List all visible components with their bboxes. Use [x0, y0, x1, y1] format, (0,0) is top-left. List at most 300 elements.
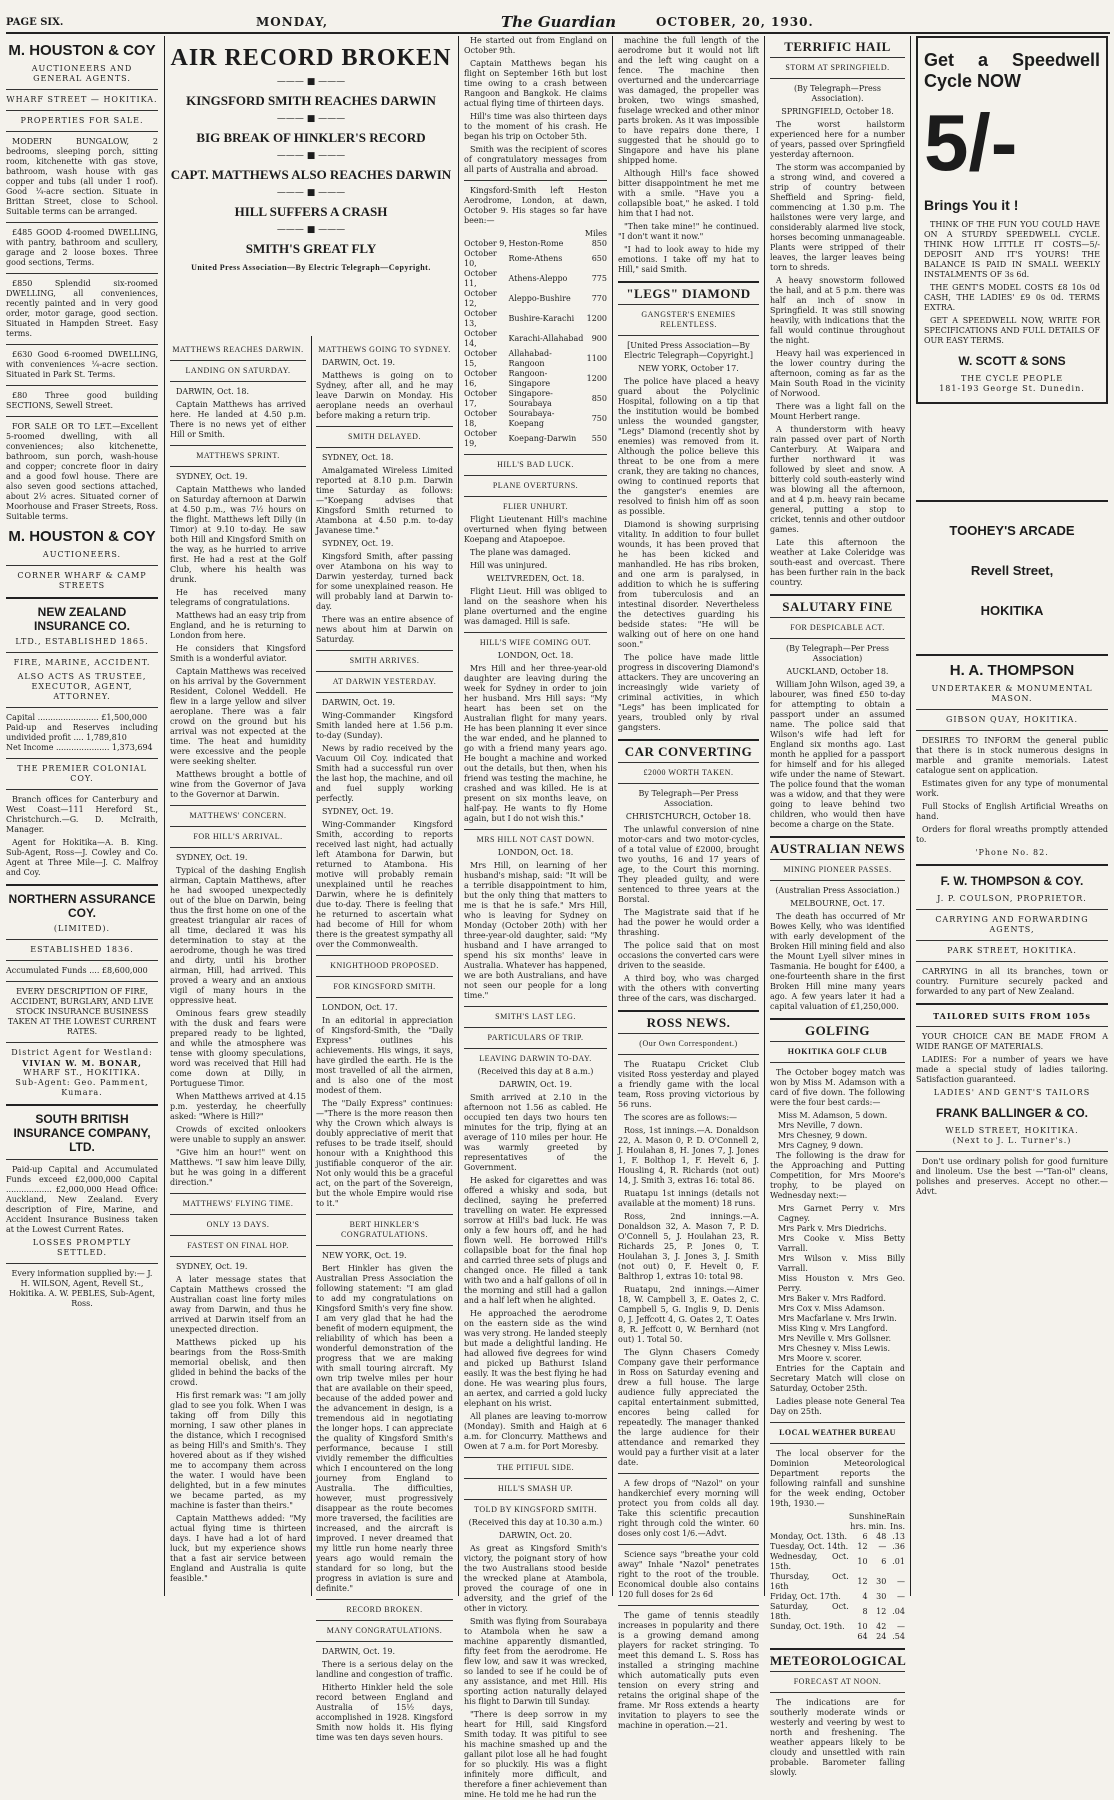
- nz-insurance-lines: FIRE, MARINE, ACCIDENT.: [13, 658, 151, 667]
- toohey-town: HOKITIKA: [980, 603, 1044, 618]
- subhead: LOCAL WEATHER BUREAU: [779, 1428, 896, 1437]
- houston-ad-title: M. HOUSTON & COY: [8, 528, 156, 545]
- stage-date: October 12,: [464, 289, 497, 308]
- article-paragraph: Matthews had an easy trip from England, and he is returning to London from here.: [170, 611, 306, 640]
- thompson-name: H. A. THOMPSON: [949, 662, 1075, 679]
- flight-stages-table: [464, 239, 607, 449]
- article-paragraph: Smith was flying from Sourabaya to Atambola when he saw a machine apparently dismantled, fifty feet from the aerodrome. He flew low, and saw it was wrecked, so landed to see if he could be of any assistance, and met Hill. His sporting action naturally delayed his flight to Darwin till Sunday.: [464, 1617, 607, 1706]
- article-paragraph: Late this afternoon the weather at Lake Coleridge was south-east and overcast. There has been further rain in the back country.: [770, 538, 905, 587]
- golf-draw-item: Mrs Cox v. Miss Adamson.: [778, 1304, 885, 1313]
- article-paragraph: Matthews is going on to Sydney, after all, and he may leave Darwin on Monday. His aeroplane needs an overhaul before making a return trip.: [316, 371, 453, 420]
- weather-hours: 6: [862, 1532, 868, 1541]
- article-headline: SALUTARY FINE: [782, 599, 893, 614]
- article-paragraph: Captain Matthews began his flight on September 16th but lost time owing to a crash between Rangoon and Bangkok. He claims actual flying time of thirteen days.: [464, 59, 607, 108]
- stage-route: Bushire-Karachi: [508, 314, 575, 323]
- article-headline: AUSTRALIAN NEWS: [770, 841, 905, 856]
- ballinger-address: WELD STREET, HOKITIKA.: [945, 1126, 1079, 1135]
- weather-minutes: 30: [876, 1592, 887, 1601]
- flight-stage-row: [464, 249, 607, 269]
- article-paragraph: There was a light fall on the Mount Herbert range.: [770, 402, 905, 421]
- article-paragraph: Kingsford Smith, after passing over Atambona on his way to Darwin yesterday, turned back for some unexplained reason. He will probably land at Darwin to-day.: [316, 552, 453, 611]
- credit-line: By Telegraph—Per Press Association.: [638, 789, 739, 808]
- article-paragraph: He approached the aerodrome on the eastern side as the wind was very strong. He landed steeply but made a delightful landing. He had allowed five degrees for wind and picked up Bathurst Island easily. It was the best flying he had done. He was wearing plus fours, an aertex, and carried a gold lucky elephant on his wrist.: [464, 1309, 607, 1408]
- headline-divider: ——— ■ ———: [276, 225, 346, 235]
- masthead: [6, 12, 1110, 34]
- article-paragraph: Captain Matthews who landed on Saturday afternoon at Darwin at 4.50 p.m., was 7½ hours on the flight. Matthews left Dilly (in Timor) at 9.10 to-day. He saw both Hill and Kingsford Smith on the way, as he hurried to arrive first. He had a rest at the Golf Club, where his health was drunk.: [170, 485, 306, 584]
- weather-hours: 4: [862, 1592, 868, 1601]
- tailored-heading: TAILORED SUITS FROM 105s: [933, 1011, 1091, 1021]
- weather-row: [770, 1592, 905, 1602]
- houston-ad-address: CORNER WHARF & CAMP STREETS: [17, 571, 147, 590]
- subhead: PLANE OVERTURNS.: [492, 481, 579, 490]
- subhead: MINING PIONEER PASSES.: [783, 865, 892, 874]
- tailored-copy: YOUR CHOICE CAN BE MADE FROM A WIDE RANGE OF MATERIALS.: [916, 1032, 1108, 1051]
- lead-credit: United Press Association—By Electric Telegraph—Copyright.: [191, 263, 431, 272]
- subhead: MANY CONGRATULATIONS.: [326, 1626, 443, 1635]
- article-paragraph: Mrs Hill and her three-year-old daughter are leaving during the week for Sydney in order to join her husband. Mrs Hill says: "My heart has been set on the Australian flight for many years. He has been planning it ever since the war ended, and he planned to go with a friend many years ago. He bought a machine and worked out the details, but then, when his friend was testing the machine, he crashed and was killed. He is at present on six months leave, on half-pay. He wants to fly Home again, but I do not wish this.": [464, 664, 607, 823]
- article-paragraph: Matthews brought a bottle of wine from the Governor of Java to the Governor at Darwin.: [170, 770, 306, 799]
- dateline: DARWIN, Oct. 18.: [176, 387, 250, 396]
- article-paragraph: Heavy hail was experienced in the lower country during the afternoon, coming as far as the Main South Road in the vicinity of Norwood.: [770, 349, 905, 398]
- golf-draw-item: Mrs Park v. Mrs Diedrichs.: [778, 1224, 887, 1233]
- article-paragraph: Diamond is showing surprising vitality. In addition to four bullet wounds, it has been proved that he has been kicked and manhandled. He has ribs broken, and one arm is paralysed, in addition to which he is suffering from tuberculosis and an intestinal disorder. Nevertheless the detectives guarding his bedside states: "He will be walking out of here on one hand soon.": [618, 520, 759, 649]
- article-matthews: [170, 340, 306, 1596]
- article-paragraph: He considers that Kingsford Smith is a wonderful aviator.: [170, 644, 306, 663]
- subhead: FASTEST ON FINAL HOP.: [187, 1241, 289, 1250]
- northern-assurance-address: WHARF ST., HOKITIKA.: [23, 1068, 141, 1077]
- article-paragraph: Matthews picked up his bearings from the Ross-Smith memorial obelisk, and then glided in behind the backs of the crowd.: [170, 1338, 306, 1387]
- credit-line: [United Press Association—By Electric Telegraph—Copyright.]: [623, 341, 754, 360]
- article-paragraph: The indications are for southerly moderate winds or westerly and veering by west to north and freshening. The weather appears likely to be cloudy and unsettled with rain probable. Barometer falling slowly.: [770, 1698, 905, 1777]
- south-british-agents: Every information supplied by:— J. H. WILSON, Agent, Revell St., Hokitika. A. W. PEBLES, Sub-Agent, Ross.: [9, 1269, 155, 1308]
- thompson-copy: Orders for floral wreaths promptly attended to.: [916, 825, 1108, 844]
- article-paragraph: machine the full length of the aerodrome but it would not lift and the left wing caught on a fence. The machine then overturned and the undercarriage was damaged, the propeller was broken, two wings smashed, fuselage wrecked and other minor parts broken. As it was impossible to have repairs done there, I suggested that he should go to Singapore and have his plane shipped home.: [618, 36, 759, 165]
- stage-date: October 14,: [464, 329, 497, 348]
- nz-insurance-capital: Capital ........................ £1,500,000: [6, 713, 148, 722]
- dateline: SYDNEY, Oct. 19.: [322, 807, 394, 816]
- article-paragraph: The October bogey match was won by Miss M. Adamson with a card of five down. The following were the four best cards:—: [770, 1068, 905, 1107]
- subhead: AT DARWIN YESTERDAY.: [332, 677, 437, 686]
- lead-subheadline: CAPT. MATTHEWS ALSO REACHES DARWIN: [170, 167, 452, 182]
- golf-result-item: Mrs Chesney, 9 down.: [778, 1131, 868, 1140]
- property-listing: £630 Good 6-roomed DWELLING, with conveniences ¼-acre section. Situated in Park St. Terms.: [6, 350, 158, 379]
- dateline: CHRISTCHURCH, October 18.: [625, 812, 752, 821]
- lead-subheadline: SMITH'S GREAT FLY: [245, 241, 377, 256]
- stage-date: October 13,: [464, 309, 497, 328]
- speedwell-price: 5/-: [924, 98, 1018, 187]
- article-paragraph: He started out from England on October 9th.: [464, 36, 607, 55]
- subhead: LANDING ON SATURDAY.: [185, 366, 291, 375]
- article-paragraph: "There is deep sorrow in my heart for Hill, said Kingsford Smith today. It was pitiful to see his machine smashed up and the gallant pilot lose all he had fought for so pluckily. His was a flight infinitely more difficult, and therefore a finer achievement than mine. He told me he had run the: [464, 1710, 607, 1799]
- houston-ad-subtitle: AUCTIONEERS AND GENERAL AGENTS.: [31, 64, 133, 83]
- stage-miles: 770: [591, 294, 607, 303]
- column-advertisements-right: [916, 36, 1108, 1596]
- properties-heading: PROPERTIES FOR SALE.: [20, 116, 144, 125]
- subhead: STORM AT SPRINGFIELD.: [785, 63, 890, 72]
- subhead: MATTHEWS GOING TO SYDNEY.: [318, 345, 451, 354]
- subhead: HILL'S SMASH UP.: [497, 1484, 573, 1493]
- golf-draw-item: Mrs Moore v. scorer.: [778, 1354, 862, 1363]
- dateline: SYDNEY, Oct. 19.: [176, 1262, 248, 1271]
- flight-stage-row: [464, 239, 607, 249]
- article-paragraph: The storm was accompanied by a strong wind, and covered a strip of country between Sheffield and Spring- field, commencing at 1.30 p.m. The hailstones were very large, and considerably alarmed live stock, horses becoming unmanageable. Plants were stripped of their leaves, the larger leaves being torn to shreds.: [770, 163, 905, 272]
- stage-miles: 650: [591, 254, 607, 263]
- stages-header: Miles: [584, 229, 607, 238]
- headline-divider: ——— ■ ———: [276, 188, 346, 198]
- scott-address: 181-193 George St. Dunedin.: [939, 384, 1085, 393]
- stage-date: October 16,: [464, 369, 497, 388]
- stage-miles: 850: [591, 394, 607, 403]
- article-paragraph: Ladies please note General Tea Day on 25th.: [770, 1397, 905, 1416]
- northern-assurance-funds: Accumulated Funds .... £8,600,000: [6, 966, 148, 975]
- toohey-arcade: TOOHEY'S ARCADE: [949, 523, 1075, 538]
- weather-col-units: hrs. min.: [850, 1522, 887, 1531]
- article-paragraph: All planes are leaving to-morrow (Monday). Smith and Haigh at 6 a.m. for Cloncurry. Matthews and Owen at 7 a.m. for Port Moresby.: [464, 1412, 607, 1451]
- article-paragraph: Kingsford-Smith left Heston Aerodrome, London, at dawn, October 9. His stages so far have been:—: [464, 186, 607, 225]
- weather-rain: —: [897, 1577, 905, 1586]
- south-british-details: Paid-up Capital and Accumulated Funds exceed £2,000,000 Capital .................. £2,000,000 Head Office: Auckland, New Zealand. Every description of Fire, Marine, and Accident Insurance Business taken at the Lowest Current Rates.: [6, 1165, 158, 1234]
- masthead-paper-name: The Guardian: [501, 13, 616, 31]
- article-paragraph: Captain Matthews has arrived here. He landed at 4.50 p.m. There is no news yet of either Hill or Smith.: [170, 400, 306, 439]
- column-rule: [164, 36, 165, 1596]
- article-smith: [316, 340, 453, 1742]
- speedwell-brings: Brings You it !: [924, 197, 1019, 213]
- weather-col-rain: Rain: [886, 1512, 905, 1521]
- thompson-sub: UNDERTAKER & MONUMENTAL MASON.: [931, 684, 1093, 703]
- stage-date: October 19,: [464, 429, 497, 448]
- subhead: SMITH'S LAST LEG.: [495, 1012, 576, 1021]
- weather-day: Sunday, Oct. 19th.: [770, 1622, 845, 1631]
- fw-thompson-carrying: CARRYING AND FORWARDING AGENTS,: [935, 915, 1089, 934]
- subhead: FORECAST AT NOON.: [793, 1677, 882, 1686]
- golf-draw-item: Miss King v. Mrs Langford.: [778, 1324, 888, 1333]
- weather-minutes: 6: [881, 1557, 887, 1566]
- weather-col-inches: Ins.: [890, 1522, 905, 1531]
- weather-row: [770, 1552, 905, 1572]
- article-paragraph: Hill's time was also thirteen days to the moment of his crash. He began his trip on October 5th.: [464, 112, 607, 141]
- stage-date: October 15,: [464, 349, 497, 368]
- article-paragraph: In an editorial in appreciation of Kingsford-Smith, the "Daily Express" outlines his achievements. His wings, it says, have girdled the earth. He is the most travelled of all the airmen, and is also one of the most modest of them.: [316, 1016, 453, 1095]
- credit-line: (By Telegraph—Per Press Association): [785, 644, 890, 663]
- flight-stage-row: [464, 369, 607, 389]
- stage-date: October 10,: [464, 249, 497, 268]
- column-rule: [764, 36, 765, 1596]
- subhead: SMITH ARRIVES.: [349, 656, 420, 665]
- northern-assurance-district: District Agent for Westland:: [11, 1048, 153, 1057]
- stage-route: Karachi-Allahabad: [508, 334, 584, 343]
- subhead: MATTHEWS REACHES DARWIN.: [172, 345, 304, 354]
- article-paragraph: The local observer for the Dominion Meteorological Department reports the following rainfall and sunshine for the week ending, October 19th, 1930.—: [770, 1449, 905, 1508]
- weather-total-rain: .54: [892, 1632, 905, 1641]
- fw-thompson-copy: CARRYING in all its branches, town or country. Furniture securely packed and forwarded to any part of New Zealand.: [916, 967, 1108, 996]
- article-paragraph: The police said that on most occasions the converted cars were driven to the seaside.: [618, 941, 759, 970]
- stage-miles: 850: [591, 239, 607, 248]
- speedwell-prices: THE GENT'S MODEL COSTS £8 10s 0d CASH, THE LADIES' £9 0s 0d. TERMS EXTRA.: [924, 283, 1100, 312]
- nz-insurance-title: NEW ZEALAND INSURANCE CO.: [33, 605, 130, 633]
- flight-stage-row: [464, 429, 607, 449]
- south-british-title: SOUTH BRITISH INSURANCE COMPANY, LTD.: [13, 1112, 151, 1154]
- lead-headline-block: [170, 36, 452, 336]
- flight-stage-row: [464, 289, 607, 309]
- dateline: DARWIN, Oct. 19.: [322, 1647, 396, 1656]
- article-paragraph: Crowds of excited onlookers were unable to supply an answer.: [170, 1125, 306, 1144]
- masthead-day: MONDAY,: [256, 15, 329, 29]
- article-paragraph: The game of tennis steadily increases in popularity and there is a growing demand among players for racket stringing. To meet this demand L. S. Ross has installed a stringing machine which automatically puts even tension on every string and retains the original shape of the frame. Mr Ross extends a hearty invitation to players to see the machine in operation.—21.: [618, 1611, 759, 1730]
- flight-stage-row: [464, 269, 607, 289]
- houston-ad-title: M. HOUSTON & COY: [8, 42, 156, 59]
- headline-divider: ——— ■ ———: [276, 77, 346, 87]
- column-rule: [311, 336, 312, 1596]
- stage-miles: 775: [591, 274, 607, 283]
- dateline: SYDNEY, Oct. 19.: [322, 539, 394, 548]
- scott-sub: THE CYCLE PEOPLE: [960, 374, 1064, 383]
- article-paragraph: A later message states that Captain Matthews crossed the Australian coast line forty miles away from Darwin, and thus he arrived at Darwin itself from an unexpected direction.: [170, 1275, 306, 1334]
- article-paragraph: The police have placed a heavy guard about the Polyclinic Hospital, following on a tip that the institution would be bombed unless the wounded gangster, "Legs" Diamond (recently shot by enemies) was removed from it. Although the police believe this threat to be one from a mere crank, they are taking no chances, owing to continued reports that the gangster's enemies are resolved to finish him off as soon as possible.: [618, 377, 759, 516]
- subhead: LEAVING DARWIN TO-DAY.: [479, 1054, 592, 1063]
- masthead-date: OCTOBER, 20, 1930.: [656, 15, 814, 29]
- dateline: LONDON, Oct. 18.: [497, 848, 574, 857]
- golf-draw-item: Mrs Cooke v. Miss Betty Varrall.: [778, 1234, 905, 1253]
- weather-row: [770, 1532, 905, 1542]
- golf-draw-item: Mrs Neville v. Mrs Gollsner.: [778, 1334, 891, 1343]
- credit-line: (By Telegraph—Press Association).: [794, 84, 881, 103]
- column-three: [464, 36, 607, 1799]
- houston-ad-subtitle: AUCTIONEERS.: [42, 550, 122, 559]
- property-listing: FOR SALE OR TO LET.—Excellent 5-roomed dwelling, with all conveniences; also kitchenette, bathroom, sun porch, wash-house and copper; concrete floor in dairy and a good fowl house. There are also seven good sections attached, about 2½ acres. Situated corner of Moorhouse and Fraser Streets, Ross. Suitable terms.: [6, 422, 158, 521]
- stage-miles: 1200: [586, 314, 607, 323]
- weather-day: Wednesday, Oct. 15th.: [770, 1552, 849, 1571]
- stage-route: Rome-Athens: [508, 254, 563, 263]
- northern-assurance-agent-name: VIVIAN W. M. BONAR,: [22, 1058, 142, 1068]
- dateline: LONDON, Oct. 18.: [497, 651, 574, 660]
- thompson-copy: DESIRES TO INFORM the general public that there is in stock numerous designs in marble and granite memorials. Latest catalogue sent on application.: [916, 736, 1108, 775]
- stage-miles: 900: [591, 334, 607, 343]
- subhead: HOKITIKA GOLF CLUB: [787, 1047, 888, 1056]
- weather-minutes: 42: [876, 1622, 887, 1631]
- dateline: WELTVREDEN, Oct. 18.: [486, 574, 585, 583]
- weather-col-sunshine: Sunshine: [848, 1512, 887, 1521]
- article-paragraph: Entries for the Captain and Secretary Match will close on Saturday, October 25th.: [770, 1364, 905, 1393]
- dateline: SPRINGFIELD, October 18.: [781, 107, 894, 116]
- weather-day: Tuesday, Oct. 14th.: [770, 1542, 849, 1551]
- golf-draw-item: Miss Houston v. Mrs Geo. Perry.: [778, 1274, 905, 1293]
- article-paragraph: Smith arrived at 2.10 in the afternoon not 1.56 as cabled. He occupied ten days two hours ten minutes for the trip, flying at an average of 110 miles per hour. He was warmly greeted by representatives of the Government.: [464, 1093, 607, 1172]
- weather-day: Friday, Oct. 17th.: [770, 1592, 841, 1601]
- toohey-street: Revell Street,: [970, 563, 1054, 578]
- weather-rain: .04: [892, 1607, 905, 1616]
- property-listing: MODERN BUNGALOW, 2 bedrooms, sleeping porch, sitting room, kitchenette with gas stove, bathroom, wash house with gas copper and tubs (all under 1 roof). Good ¼-acre section. Situate in Brittan Street, close to School. Suitable terms can be arranged.: [6, 137, 158, 216]
- weather-rain: .36: [892, 1542, 905, 1551]
- subhead: THE PITIFUL SIDE.: [496, 1463, 575, 1472]
- tanol-advert: Don't use ordinary polish for good furniture and linoleum. Use the best —"Tan-ol" cleans, polishes and preserves. Accept no other.—Advt.: [916, 1157, 1108, 1196]
- received-note: (Received this day at 8 a.m.): [477, 1067, 594, 1076]
- nz-insurance-established: LTD., ESTABLISHED 1865.: [15, 637, 149, 646]
- article-headline: "LEGS" DIAMOND: [626, 286, 751, 301]
- northern-assurance-description: EVERY DESCRIPTION OF FIRE, ACCIDENT, BURGLARY, AND LIVE STOCK INSURANCE BUSINESS TAKEN AT THE LOWEST CURRENT RATES.: [7, 987, 157, 1036]
- stage-miles: 750: [591, 414, 607, 423]
- article-paragraph: Typical of the dashing English airman, Captain Matthews, after he had swooped unexpectedly out of the blue on Darwin, being thus the first home on one of the greatest triangular air races of all time, declared it was his determination to stay at the aerodrome, though he was tired and dirty, until his brother airman, Hill, had arrived. This proved a weary and an anxious vigil of many hours in the oppressive heat.: [170, 866, 306, 1005]
- stage-route: Athens-Aleppo: [508, 274, 568, 283]
- stage-date: October 11,: [464, 269, 497, 288]
- column-five: [770, 36, 907, 1777]
- page-number: PAGE SIX.: [6, 16, 64, 28]
- dateline: LONDON, Oct. 17.: [322, 1003, 398, 1012]
- weather-day: Saturday, Oct. 18th.: [770, 1602, 849, 1621]
- dateline: SYDNEY, Oct. 18.: [322, 453, 394, 462]
- dateline: DARWIN, Oct. 19.: [322, 698, 396, 707]
- article-paragraph: His first remark was: "I am jolly glad to see you folk. When I was taking off from Dilly this morning, I saw other planes in the distance, which I recognised as being Hill's and Smith's. They hovered about as if they wished me to accompany them across the water. I would have been delighted, but in a few minutes we became parted, as my machine is faster than theirs.": [170, 1391, 306, 1510]
- article-paragraph: When Matthews arrived at 4.15 p.m. yesterday, he cheerfully asked: "Where is Hill?": [170, 1092, 306, 1121]
- article-paragraph: News by radio received by the Vacuum Oil Coy. indicated that Smith had a successful run over the last hop, the machine, and oil and fuel supply working perfectly.: [316, 744, 453, 803]
- golf-draw-item: Mrs Macfarlane v. Mrs Irwin.: [778, 1314, 897, 1323]
- flight-stage-row: [464, 329, 607, 349]
- headline-divider: ——— ■ ———: [276, 114, 346, 124]
- stage-date: October 18,: [464, 409, 497, 428]
- northern-assurance-limited: (LIMITED).: [53, 924, 111, 933]
- article-paragraph: The worst hailstorm experienced here for a number of years, passed over Springfield yesterday afternoon.: [770, 120, 905, 159]
- article-paragraph: As great as Kingsford Smith's victory, the poignant story of how the two Australians stood beside the wrecked plane at Atambola, proved the courage of one in adversity, and the grief of the other in victory.: [464, 1544, 607, 1613]
- article-paragraph: A thunderstorm with heavy rain passed over part of North Canterbury. At Waipara and further northward it was followed by sleet and snow. A bitterly cold south-easterly wind was blowing all the afternoon, and at 4 p.m. heavy rain became general, putting a stop to cricket, tennis and other outdoor games.: [770, 425, 905, 534]
- speedwell-ad: [916, 36, 1108, 404]
- weather-hours: 10: [857, 1622, 868, 1631]
- article-paragraph: The Ruatapu Cricket Club visited Ross yesterday and played a friendly game with the local team, Ross proving victorious by 56 runs.: [618, 1060, 759, 1109]
- advertisement-paragraph: A few drops of "Nazol" on your handkerchief every morning will protect you from colds all day. Take this scientific precaution right through cold the winter. 60 doses only cost 1/6.—Advt.: [618, 1479, 759, 1538]
- northern-assurance-title: NORTHERN ASSURANCE COY.: [8, 892, 156, 920]
- weather-hours: 12: [857, 1542, 868, 1551]
- article-headline: CAR CONVERTING: [624, 744, 753, 759]
- weather-minutes: 12: [876, 1607, 887, 1616]
- flight-stage-row: [464, 349, 607, 369]
- article-paragraph: Ross, 1st innings.—A. Donaldson 22, A. Mason 0, P. D. O'Connell 2, J. Houlahan 8, H. Jones 7, J. Jones 1, F. Bolthop 1, F. Hevelt 6, J. Housling 4, R. Richards (not out) 14, J. Smith 3, extras 16: total 86.: [618, 1126, 759, 1185]
- ballinger-next: (Next to J. L. Turner's.): [952, 1136, 1072, 1145]
- article-paragraph: The police have made little progress in discovering Diamond's attackers. They are uncovering an increasingly wide variety of criminal activities, in which "Legs" has been implicated for years, troubled only by rival gangsters.: [618, 653, 759, 732]
- article-paragraph: Amalgamated Wireless Limited reported at 8.10 p.m. Darwin time Saturday as follows:—"Koepang advises that Kingsford Smith returned to Atambona at 4.50 p.m. to-day Javanese time.": [316, 466, 453, 535]
- nz-insurance-agent: Agent for Hokitika—A. B. King. Sub-Agent, Ross—J. Cowley and Co. Agent at Three Mile—J. C. Malfroy and Coy.: [6, 838, 158, 877]
- thompson-copy: Full Stocks of English Artificial Wreaths on hand.: [916, 802, 1108, 821]
- column-rule: [910, 36, 911, 1596]
- golf-results-list: [770, 1111, 905, 1151]
- article-paragraph: Flight Lieutenant Hill's machine overturned when flying between Koepang and Atapoepoe.: [464, 515, 607, 544]
- dateline: NEW YORK, Oct. 19.: [322, 1251, 407, 1260]
- lead-subheadline: HILL SUFFERS A CRASH: [234, 204, 388, 219]
- golf-result-item: Mrs Cagney, 9 down.: [778, 1141, 864, 1150]
- column-rule: [612, 36, 613, 1596]
- tailored-copy: LADIES: For a number of years we have made a special study of ladies tailoring. Satisfaction guaranteed.: [916, 1055, 1108, 1084]
- subhead: FLIER UNHURT.: [503, 502, 568, 511]
- article-paragraph: The plane was damaged.: [470, 548, 571, 557]
- property-listing: £80 Three good building SECTIONS, Sewell Street.: [6, 391, 158, 410]
- article-paragraph: He has received many telegrams of congratulations.: [170, 588, 306, 607]
- subhead: HILL'S WIFE COMING OUT.: [479, 638, 592, 647]
- lead-headline: AIR RECORD BROKEN: [170, 45, 452, 71]
- article-paragraph: Hill was uninjured.: [470, 561, 548, 570]
- weather-minutes: 30: [876, 1577, 887, 1586]
- weather-total-minutes: 24: [876, 1632, 887, 1641]
- stage-miles: 1200: [586, 374, 607, 383]
- article-paragraph: Ruatapu, 2nd innings.—Aimer 18, W. Campbell 3, E. Oates 2, C. Campbell 5, G. Inglis 9, D. Denis 0, J. Jeffcott 4, G. Oates 2, T. Oates 8, R. Jeffcott 0, W. Bernhard (not out) 1. Total 50.: [618, 1285, 759, 1344]
- flight-stage-row: [464, 389, 607, 409]
- subhead: MATTHEWS' CONCERN.: [189, 811, 287, 820]
- dateline: SYDNEY, Oct. 19.: [176, 853, 248, 862]
- article-paragraph: "Give him an hour!" went on Matthews. "I saw him leave Dilly, but he was going in a different direction.": [170, 1148, 306, 1187]
- thompson-phone: 'Phone No. 82.: [975, 848, 1049, 857]
- weather-hours: 8: [862, 1607, 868, 1616]
- article-paragraph: A third boy, who was charged with the others with converting three of the cars, was discharged.: [618, 974, 759, 1003]
- advertisement-paragraph: Science says "breathe your cold away" Inhale "Nazol" penetrates right to the root of the trouble. Economical double also contains 120 full doses for 2s 6d: [618, 1550, 759, 1599]
- subhead: RECORD BROKEN.: [346, 1605, 423, 1614]
- fw-thompson-address: PARK STREET, HOKITIKA.: [947, 946, 1077, 955]
- subhead: KNIGHTHOOD PROPOSED.: [330, 961, 439, 970]
- golf-draw-item: Mrs Wilson v. Miss Billy Varrall.: [778, 1254, 905, 1273]
- article-paragraph: Smith was the recipient of scores of congratulatory messages from all parts of Australia and abroad.: [464, 145, 607, 174]
- article-paragraph: Wing-Commander Kingsford Smith landed here at 1.56 p.m. to-day (Sunday).: [316, 711, 453, 740]
- article-paragraph: Ruatapu 1st innings (details not available at the moment) 18 runs.: [618, 1189, 759, 1208]
- weather-hours: 12: [857, 1577, 868, 1586]
- column-advertisements-left: [6, 36, 158, 1598]
- flight-stage-row: [464, 309, 607, 329]
- article-paragraph: There is a serious delay on the landline and congestion of traffic.: [316, 1660, 453, 1679]
- stage-route: Aleppo-Bushire: [508, 294, 571, 303]
- article-headline: ROSS NEWS.: [646, 1015, 731, 1030]
- article-paragraph: Hitherto Hinkler held the sole record between England and Australia of 15½ days, accomplished in 1928. Kingsford Smith now holds it. His flying time was ten days seven hours.: [316, 1683, 453, 1742]
- thompson-address: GIBSON QUAY, HOKITIKA.: [946, 715, 1078, 724]
- subhead: BERT HINKLER'S CONGRATULATIONS.: [341, 1220, 428, 1239]
- subhead: SMITH DELAYED.: [348, 432, 421, 441]
- article-paragraph: The "Daily Express" continues:—"There is the more reason then why the Crown which always is doubly appreciative of merit that refuses to be trade itself, should honour with a Knighthood this justifiable conqueror of the air. Not only would this be a graceful act, on the part of the Sovereign, but the whole Empire would rise to it.": [316, 1099, 453, 1208]
- speedwell-title: Get a Speedwell Cycle NOW: [924, 50, 1100, 91]
- nz-insurance-paidup: Paid-up and Reserves including undivided profit .... 1,789,810: [6, 723, 158, 742]
- article-paragraph: The unlawful conversion of nine motor-cars and two motor-cycles, of a total value of £2000, brought two youths, 16 and 17 years of age, to the Court this morning. They pleaded guilty, and were sentenced to three years at the Borstal.: [618, 825, 759, 904]
- property-listing: £485 GOOD 4-roomed DWELLING, with pantry, bathroom and scullery, garage and 2 loose boxes. Three good sections, Terms.: [6, 228, 158, 267]
- article-paragraph: The death has occurred of Mr Bowes Kelly, who was identified with early development of the Broken Hill mining field and also the Mount Lyell silver mines in Tasmania. He bought for £400, a one-fourteenth share in the first Broken Hill mine many years ago. A few years later it had a capital valuation of £1,250,000.: [770, 912, 905, 1011]
- article-paragraph: The scores are as follows:—: [624, 1113, 738, 1122]
- article-paragraph: Mrs Hill, on learning of her husband's mishap, said: "It will be a terrible disappointment to him, but the only thing that matters to me is that he is safe." Mrs Hill, who is leaving for Sydney on Monday (October 20th) with her three-year-old daughter, said: "My husband and I have arranged to spend his six months' leave in Australia. Whatever has happened, we are both Australians, and have not seen our people for a long time.": [464, 861, 607, 1000]
- stage-miles: 550: [591, 434, 607, 443]
- lead-subheadline: KINGSFORD SMITH REACHES DARWIN: [186, 93, 436, 108]
- credit-line: (Australian Press Association.): [775, 886, 900, 895]
- received-note: (Received this day at 10.30 a.m.): [468, 1518, 603, 1527]
- article-headline: METEOROLOGICAL: [770, 1653, 907, 1668]
- fw-thompson-sub: J. P. COULSON, PROPRIETOR.: [937, 894, 1087, 903]
- subhead: £2000 WORTH TAKEN.: [643, 768, 734, 777]
- flight-stage-row: [464, 409, 607, 429]
- article-paragraph: Ross, 2nd innings.—A. Donaldson 32, A. Mason 7, P. D. O'Connell 5, J. Houlahan 23, R. Richards 25, P. Jones 0, T. Houlahan 3, J. Jones 3, J. Smith (not out) 0, F. Hevelt 0, F. Balthrop 1, extras 10: total 98.: [618, 1212, 759, 1281]
- article-paragraph: Bert Hinkler has given the Australian Press Association the following statement: "I am glad to add my congratulations on Kingsford Smith's very fine show. I am very glad that he had the benefit of modern equipment, the reliability of which has been a wonderful demonstration of the progress that we are making with small touring aircraft. My own trip twelve miles per hour that are available on their speed, because of the added power and the advancement in design, is a tremendous aid in negotiating the longer hops. I can appreciate the quality of Kingsford Smith's performance, because I still vividly remember the difficulties which I encountered on the long journey from England to Australia. The difficulties, however, must progressively disappear as the route becomes more traversed, the facilities are increased, and the aircraft is improved. I never dreamed that my little run home nearly three years ago would remain the standard for so long, but the progress in aviation is sure and definite.": [316, 1264, 453, 1593]
- nz-insurance-branch: Branch offices for Canterbury and West Coast—111 Hereford St., Christchurch.—G. D. McIraith, Manager.: [6, 795, 158, 834]
- speedwell-write: GET A SPEEDWELL NOW, WRITE FOR SPECIFICATIONS AND FULL DETAILS OF OUR EASY TERMS.: [924, 316, 1100, 345]
- northern-assurance-subagent: Sub-Agent: Geo. Pamment, Kumara.: [15, 1078, 149, 1097]
- article-paragraph: Wing-Commander Kingsford Smith, according to reports received last night, had actually left Atambona for Darwin, but returned to Atambona. His motive will probably remain unexplained until he reaches Darwin, where he is definitely due to-day. There is feeling that he returned to ascertain what had become of Hill for whom there is the greatest sympathy all over the Commonwealth.: [316, 820, 453, 949]
- weather-row: [770, 1542, 905, 1552]
- column-four: [618, 36, 759, 1730]
- stage-date: October 17,: [464, 389, 497, 408]
- article-paragraph: "I had to look away to hide my emotions. I take off my hat to Hill," said Smith.: [618, 245, 759, 274]
- subhead: PARTICULARS OF TRIP.: [487, 1033, 584, 1042]
- weather-hours: 10: [857, 1557, 868, 1566]
- weather-total-hours: 64: [857, 1632, 868, 1641]
- subhead: FOR KINGSFORD SMITH.: [333, 982, 436, 991]
- article-paragraph: "Then take mine!" he continued. "I don't want it now.": [618, 222, 759, 241]
- dateline: AUCKLAND, October 18.: [786, 667, 889, 676]
- article-paragraph: Flight Lieut. Hill was obliged to land on the seashore when his plane overturned and the engine was damaged. Hill is safe.: [464, 587, 607, 626]
- weather-row: [770, 1622, 905, 1632]
- stage-route: Heston-Rome: [508, 239, 564, 248]
- golf-draw-item: Mrs Baker v. Mrs Radford.: [778, 1294, 886, 1303]
- article-paragraph: Ominous fears grew steadily with the dusk and fears were prepared ready to be lighted, and while the atmosphere was tense with gloomy speculations, word was received that Hill had come down at Dilly, in Portuguese Timor.: [170, 1009, 306, 1088]
- article-paragraph: Captain Matthews was received on his arrival by the Government Resident, Colonel Weddell. He flew in a large yellow and silver aeroplane. There was a fair crowd on the ground but his arrival was not expected at the time. The heat and humidity were excessive and the people were seeking shelter.: [170, 667, 306, 766]
- article-paragraph: The following is the draw for the Approaching and Putting Competition, for Mrs Moore's trophy, to be played on Wednesday next:—: [770, 1151, 905, 1200]
- golf-draw-item: Mrs Chesney v. Miss Lewis.: [778, 1344, 890, 1353]
